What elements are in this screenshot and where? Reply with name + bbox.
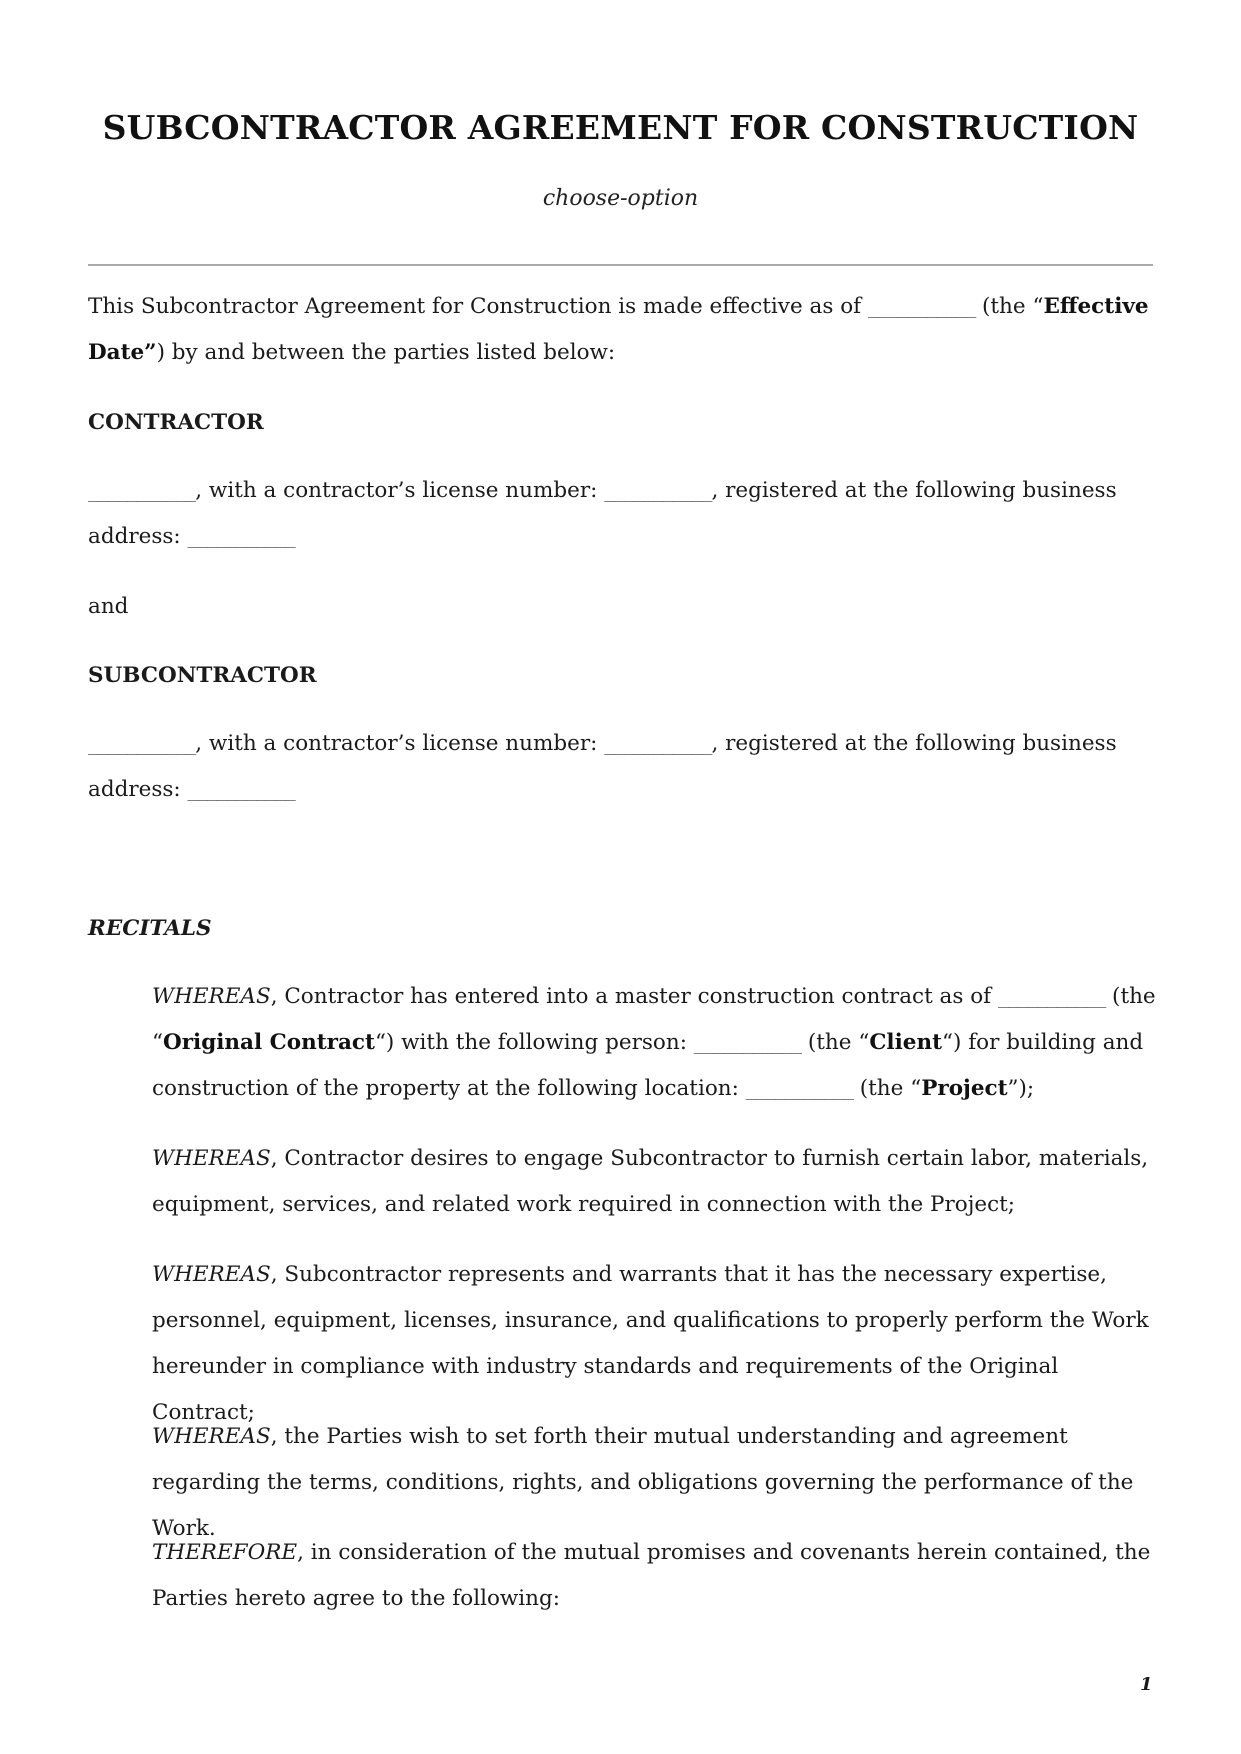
subcontractor-paragraph: ___________, with a contractor’s license number: ___________, registered at the following business address: ___________	[88, 731, 1117, 802]
subcontractor-name-blank[interactable]: ___________	[88, 731, 196, 756]
recitals-heading: RECITALS	[88, 916, 212, 941]
contractor-license-blank[interactable]: ___________	[604, 478, 712, 503]
recital-warranty: WHEREAS, Subcontractor represents and warrants that it has the necessary expertise, personnel, equipment, licenses, insurance, and qualifications to properly perform the Work hereunder in compliance with industry standards and requirements of the Original Contract;	[152, 1262, 1149, 1425]
choose-option-field[interactable]: choose-option	[542, 186, 699, 211]
client-name-blank[interactable]: ___________	[693, 1030, 802, 1055]
page-number: 1	[1140, 1674, 1153, 1695]
subcontractor-heading: SUBCONTRACTOR	[88, 663, 317, 688]
contractor-paragraph: ___________, with a contractor’s license number: ___________, registered at the following business address: ___________	[88, 478, 1117, 549]
effective-date-blank[interactable]: ___________	[867, 294, 976, 319]
therefore-clause: THEREFORE, in consideration of the mutual promises and covenants herein contained, the Parties hereto agree to the following:	[152, 1540, 1151, 1611]
contractor-name-blank[interactable]: ___________	[88, 478, 196, 503]
recital-original-contract: WHEREAS, Contractor has entered into a master construction contract as of ___________ (the “Original Contract“) with the following person: ___________ (the “Client“) for building and construction of the property at the following location: ___________ (the “Project”);	[152, 984, 1156, 1101]
project-location-blank[interactable]: ___________	[745, 1076, 853, 1101]
and-text: and	[88, 594, 129, 619]
effective-date-term: Effective Date”	[88, 294, 1149, 365]
contractor-heading: CONTRACTOR	[88, 410, 264, 435]
subcontractor-address-blank[interactable]: ___________	[187, 777, 295, 802]
intro-paragraph: This Subcontractor Agreement for Construction is made effective as of ___________ (the “Effective Date”) by and between the parties listed below:	[88, 294, 1149, 365]
contractor-address-blank[interactable]: ___________	[187, 524, 295, 549]
recital-mutual-understanding: WHEREAS, the Parties wish to set forth their mutual understanding and agreement regarding the terms, conditions, rights, and obligations governing the performance of the Work.	[152, 1424, 1134, 1541]
horizontal-divider	[88, 264, 1153, 266]
document-title: SUBCONTRACTOR AGREEMENT FOR CONSTRUCTION	[102, 108, 1139, 147]
recital-engagement: WHEREAS, Contractor desires to engage Subcontractor to furnish certain labor, materials, equipment, services, and related work required in connection with the Project;	[152, 1146, 1149, 1217]
original-contract-date-blank[interactable]: ___________	[997, 984, 1106, 1009]
subcontractor-license-blank[interactable]: ___________	[604, 731, 712, 756]
